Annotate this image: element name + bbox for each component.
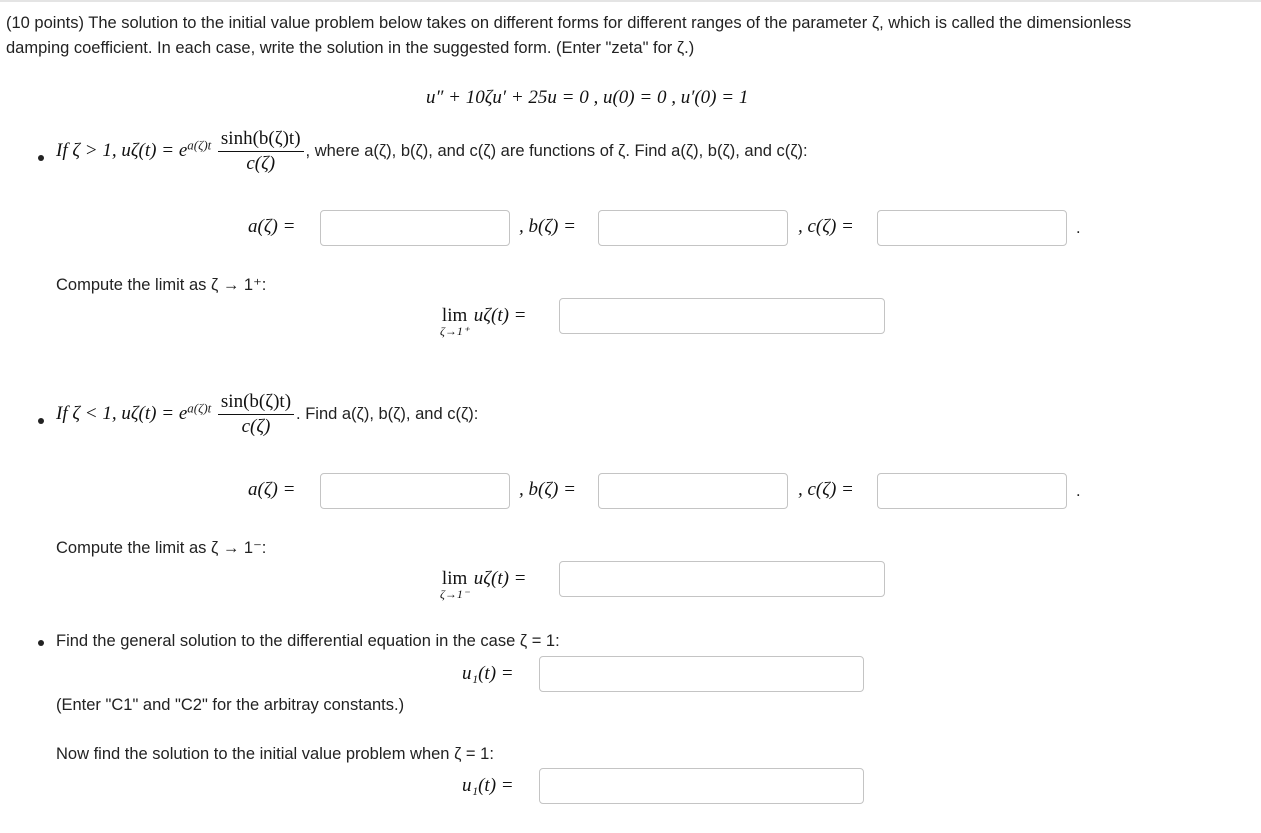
case1-limit-operator <box>440 305 469 337</box>
case3-label-ivp: u₁(t) = <box>462 775 514 796</box>
case2-b-input[interactable] <box>598 473 788 509</box>
case2-tail: . Find a(ζ), b(ζ), and c(ζ): <box>296 404 479 423</box>
case1-tail: , where a(ζ), b(ζ), and c(ζ) are functions of ζ. Find a(ζ), b(ζ), and c(ζ): <box>305 141 808 160</box>
case1-frac-numerator: sinh(b(ζ)t) <box>218 128 304 152</box>
case2-a-input[interactable] <box>320 473 510 509</box>
ivp-solution-input[interactable] <box>539 768 864 804</box>
ivp-equation: u″ + 10ζu′ + 25u = 0 , u(0) = 0 , u′(0) = 1 <box>426 87 749 108</box>
bullet-case-3 <box>38 640 44 646</box>
case2-limit-sub: ζ→1⁻ <box>440 587 470 601</box>
case2-limit-operator <box>440 568 469 600</box>
case1-label-a: a(ζ) = <box>248 216 296 237</box>
case2-limit-expr: uζ(t) = <box>473 568 527 589</box>
case1-statement <box>56 128 808 175</box>
case2-fraction <box>218 391 294 438</box>
case2-frac-numerator: sin(b(ζ)t) <box>218 391 294 415</box>
case2-label-a: a(ζ) = <box>248 479 296 500</box>
bullet-case-1 <box>38 155 44 161</box>
case1-limit-expr: uζ(t) = <box>473 305 527 326</box>
intro-text-line-2: damping coefficient. In each case, write the solution in the suggested form. (Enter "zeta" for ζ.) <box>6 39 695 57</box>
constants-note: (Enter "C1" and "C2" for the arbitray constants.) <box>56 696 405 714</box>
case1-end-period: . <box>1076 219 1081 237</box>
case1-c-input[interactable] <box>877 210 1067 246</box>
case2-statement <box>56 391 478 438</box>
case1-limit-main: lim <box>441 305 468 326</box>
case1-lead: If ζ > 1, uζ(t) = e <box>56 139 188 161</box>
case2-lead: If ζ < 1, uζ(t) = e <box>56 402 188 424</box>
case2-limit-prompt: Compute the limit as ζ → 1⁻: <box>56 539 267 557</box>
case2-limit-input[interactable] <box>559 561 885 597</box>
case1-limit-expression <box>440 305 527 337</box>
case3-ivp-prompt: Now find the solution to the initial value problem when ζ = 1: <box>56 745 494 763</box>
case3-prompt: Find the general solution to the differential equation in the case ζ = 1: <box>56 632 560 650</box>
top-rule <box>0 0 1261 2</box>
case1-limit-prompt: Compute the limit as ζ → 1⁺: <box>56 276 267 294</box>
bullet-case-2 <box>38 418 44 424</box>
case1-frac-denominator: c(ζ) <box>246 153 276 174</box>
general-solution-input[interactable] <box>539 656 864 692</box>
case1-fraction <box>218 128 304 175</box>
case1-b-input[interactable] <box>598 210 788 246</box>
case3-label-general: u₁(t) = <box>462 663 514 684</box>
case1-limit-sub: ζ→1⁺ <box>440 324 470 338</box>
case1-limit-input[interactable] <box>559 298 885 334</box>
case2-c-input[interactable] <box>877 473 1067 509</box>
case1-label-b: , b(ζ) = <box>519 216 576 237</box>
case2-limit-main: lim <box>441 568 468 589</box>
case2-end-period: . <box>1076 482 1081 500</box>
case2-frac-denominator: c(ζ) <box>241 416 271 437</box>
case2-exponent: a(ζ)t <box>187 400 212 416</box>
intro-text-line-1: (10 points) The solution to the initial value problem below takes on different forms for different ranges of the parameter ζ, which is called the dimensionless <box>6 14 1132 32</box>
case2-label-c: , c(ζ) = <box>798 479 854 500</box>
case2-limit-expression <box>440 568 527 600</box>
case2-label-b: , b(ζ) = <box>519 479 576 500</box>
case1-exponent: a(ζ)t <box>187 137 212 153</box>
case1-label-c: , c(ζ) = <box>798 216 854 237</box>
case1-a-input[interactable] <box>320 210 510 246</box>
